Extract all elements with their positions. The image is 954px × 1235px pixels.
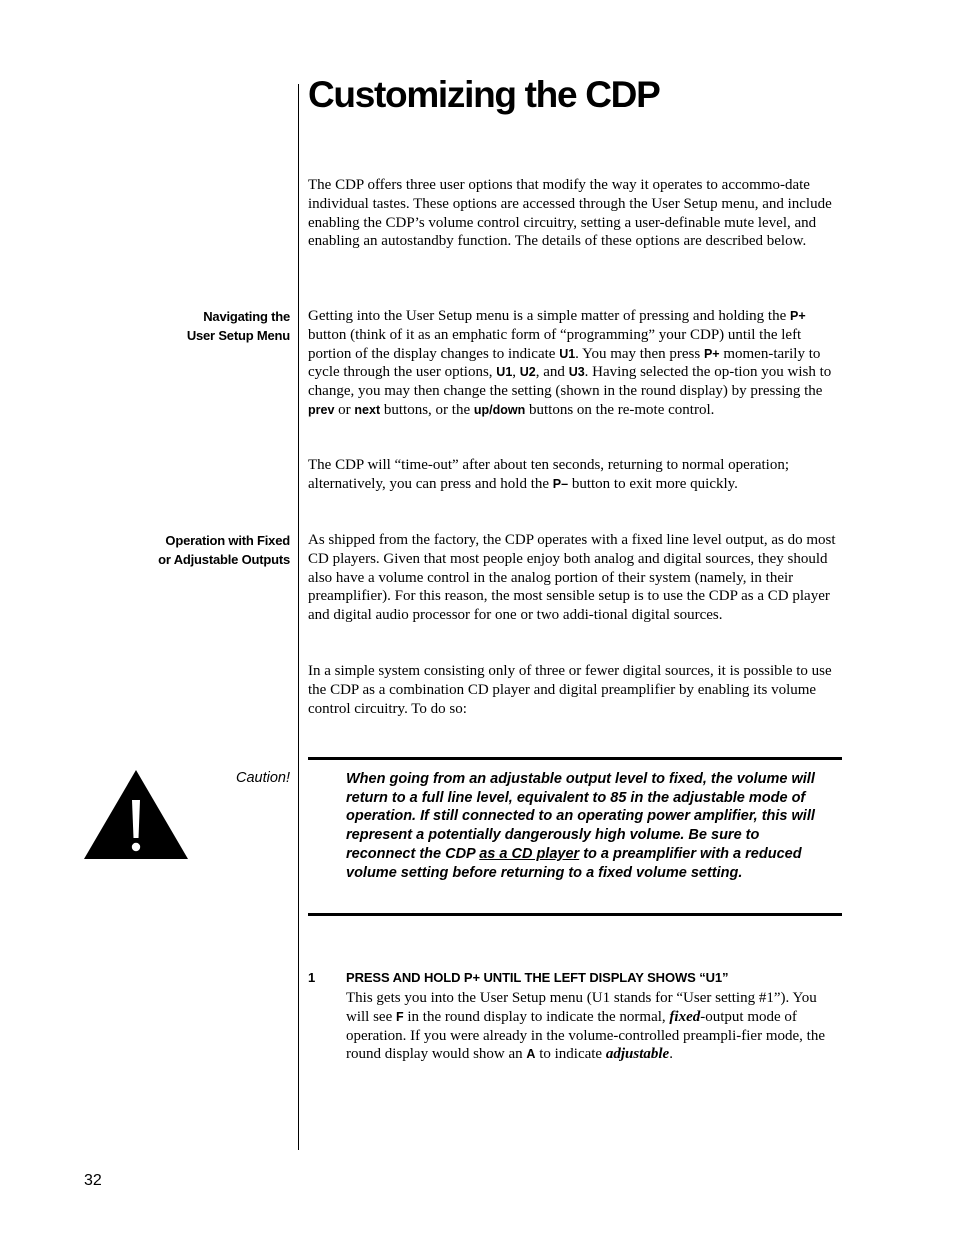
f-letter: F <box>396 1009 404 1024</box>
ops-heading-line2: or Adjustable Outputs <box>158 552 290 567</box>
text-run: momen-tarily to cycle through the user options, <box>308 345 821 381</box>
text-run: to a preamplifier with a reduced volume setting before returning to a fixed volume setting. <box>346 845 802 881</box>
text-run: When going from an adjustable output level to fixed, the volume will return to a full line level, equivalent to 85 in the adjustable mode of operation. If still connected to an operating power amplifier, this will represent a potentially dangerously high volume. Be sure to reconnect the CDP <box>346 771 815 862</box>
p-minus-label: P– <box>552 476 569 491</box>
ops-paragraph-2: In a simple system consisting only of three or fewer digital sources, it is possible to use the CDP as a combination CD player and digital preamplifier by enabling its volume control circuitry. To do so: <box>308 663 832 717</box>
p-plus-label: P+ <box>703 346 720 361</box>
fixed-word: fixed <box>669 1008 701 1025</box>
text-run: . You may then press <box>575 345 704 362</box>
text-run: buttons on the re-mote control. <box>525 401 715 418</box>
text-run: , <box>512 364 520 381</box>
caution-text <box>346 770 816 882</box>
nav-paragraph-2 <box>308 456 842 494</box>
ops-section-heading <box>158 531 290 569</box>
caution-label: Caution! <box>235 770 290 786</box>
step-number: 1 <box>308 970 316 985</box>
text-run: or <box>334 401 355 418</box>
a-letter: A <box>526 1047 536 1062</box>
vertical-rule <box>298 84 299 1150</box>
ops-heading-line1: Operation with Fixed <box>165 533 290 548</box>
ops-paragraph-1: As shipped from the factory, the CDP operates with a fixed line level output, as do most CD players. Given that most people enjoy both analog and digital sources, they should also have a volume control in the analog portion of their system (namely, in their preamplifier). For this reason, the most sensible setup is to use the CDP as a CD player and digital audio processor for one or two addi-tional digital sources. <box>308 532 836 624</box>
adjustable-word: adjustable <box>605 1046 670 1063</box>
underlined-phrase: as a CD player <box>479 845 580 862</box>
text-run: buttons, or the <box>380 401 474 418</box>
text-run: . <box>669 1046 673 1063</box>
page-title: Customizing the CDP <box>308 74 660 115</box>
u1-label: U1 <box>496 365 513 380</box>
text-run: This gets you into the User Setup menu (U1 stands for “User setting #1”). You will see <box>346 990 817 1025</box>
up-down-label: up/down <box>473 402 526 417</box>
text-run: The CDP will “time-out” after about ten seconds, returning to normal operation; alternatively, you can press and hold the <box>308 457 789 492</box>
nav-section-heading <box>187 307 290 345</box>
u1-label: U1 <box>559 346 576 361</box>
next-label: next <box>354 402 381 417</box>
step-heading: PRESS AND HOLD P+ UNTIL THE LEFT DISPLAY SHOWS “U1” <box>346 970 729 985</box>
u3-label: U3 <box>568 365 585 380</box>
text-run: . Having selected the op-tion you wish to change, you may then change the setting (shown in the round display) by pressing the <box>308 364 832 400</box>
text-run: in the round display to indicate the normal, <box>403 1008 670 1025</box>
nav-paragraph-1 <box>308 307 842 420</box>
nav-heading-line2: User Setup Menu <box>186 328 290 343</box>
p-plus-label: P+ <box>790 309 806 323</box>
text-run: -output mode of operation. If you were already in the volume-controlled preampli-fier mode, the round display would show an <box>346 1008 825 1063</box>
page-number: 32 <box>84 1172 102 1189</box>
intro-paragraph: The CDP offers three user options that modify the way it operates to accommo-date individual tastes. These options are accessed through the User Setup menu, and include enabling the CDP’s volume control circuitry, setting a user-definable mute level, and enabling an autostandby function. The details of these options are described below. <box>308 177 832 250</box>
text-run: button (think of it as an emphatic form of “programming” your CDP) until the left portion of the display changes to indicate <box>308 326 802 362</box>
caution-bottom-rule <box>308 913 842 916</box>
prev-label: prev <box>308 402 335 417</box>
step-body <box>346 989 842 1064</box>
nav-heading-line1: Navigating the <box>203 309 290 324</box>
text-run: button to exit more quickly. <box>568 475 738 492</box>
u2-label: U2 <box>519 365 536 380</box>
text-run: Getting into the User Setup menu is a simple matter of pressing and holding the <box>308 308 790 324</box>
warning-triangle-icon <box>84 770 188 859</box>
text-run: , and <box>535 364 569 381</box>
caution-top-rule <box>308 757 842 760</box>
text-run: to indicate <box>535 1046 606 1063</box>
